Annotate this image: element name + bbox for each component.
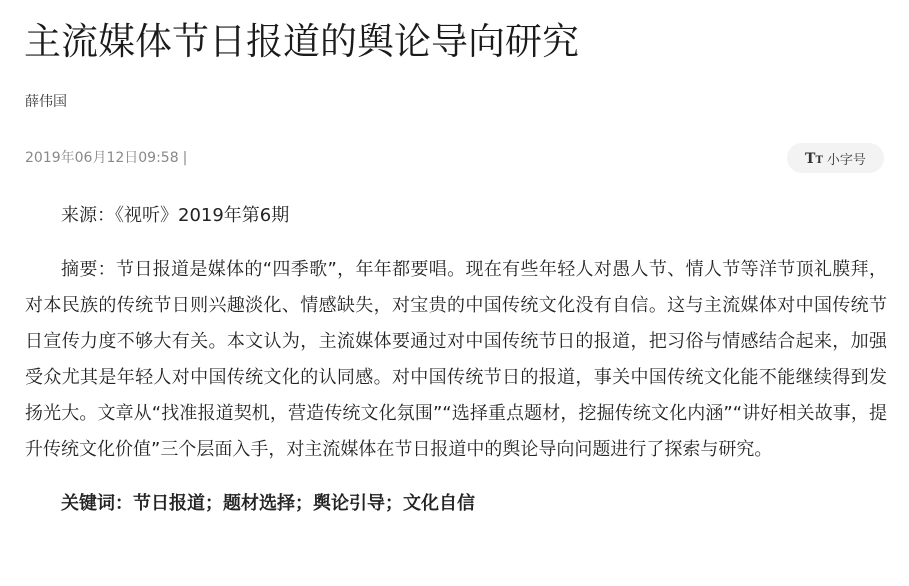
article-abstract: 摘要：节日报道是媒体的“四季歌”，年年都要唱。现在有些年轻人对愚人节、情人节等洋节顶礼膜拜，对本民族的传统节日则兴趣淡化、情感缺失，对宝贵的中国传统文化没有自信。这与主流媒体对中国传统节日宣传力度不够大有关。本文认为，主流媒体要通过对中国传统节日的报道，把习俗与情感结合起来，加强受众尤其是年轻人对中国传统文化的认同感。对中国传统节日的报道，事关中国传统文化能不能继续得到发扬光大。文章从“找准报道契机，营造传统文化氛围”“选择重点题材，挖掘传统文化内涵”“讲好相关故事，提升传统文化价值”三个层面入手，对主流媒体在节日报道中的舆论导向问题进行了探索与研究。 (25, 259, 887, 460)
article-keywords: 关键词：节日报道；题材选择；舆论引导；文化自信 (61, 493, 475, 514)
meta-separator: | (182, 150, 188, 166)
author-name[interactable]: 薛伟国 (25, 94, 67, 110)
text-size-icon: TT (805, 151, 823, 167)
article-body (25, 198, 887, 522)
font-size-toggle-button[interactable] (787, 143, 884, 173)
publish-meta (25, 148, 187, 168)
article-title: 主流媒体节日报道的舆论导向研究 (24, 20, 579, 63)
font-size-toggle-label: 小字号 (826, 152, 866, 168)
article-source: 来源：《视听》2019年第6期 (61, 205, 290, 226)
publish-datetime: 2019年06月12日09:58 (25, 150, 179, 166)
